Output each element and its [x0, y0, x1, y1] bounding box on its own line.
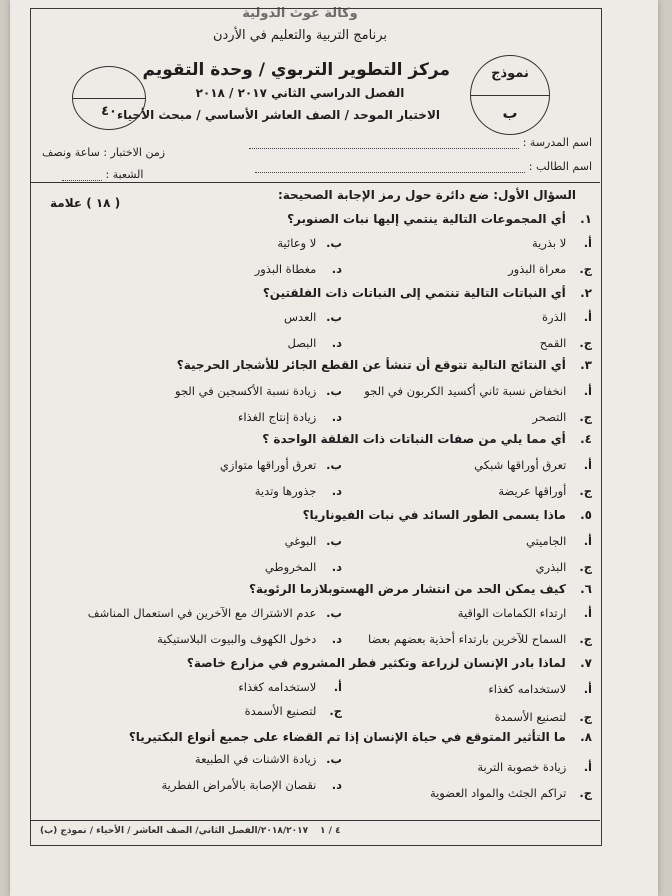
section-field [62, 168, 143, 181]
question: ٥. ماذا يسمى الطور السائد في نبات الفيوناريا؟ [302, 508, 592, 522]
option[interactable]: ج. لتصنيع الأسمدة [494, 710, 592, 724]
option[interactable]: ب. تعرق أوراقها متوازي [219, 458, 342, 472]
school-name-field [249, 136, 592, 149]
school-blank [249, 148, 519, 149]
option[interactable]: أ. زيادة خصوبة التربة [477, 760, 592, 774]
term-title: الفصل الدراسي الثاني ٢٠١٧ / ٢٠١٨ [195, 86, 405, 100]
student-name-field [255, 160, 592, 173]
option[interactable]: ب. لا وعائية [277, 236, 342, 250]
footer-code: ٢٠١٨/٢٠١٧/الفصل الثاني/ الصف العاشر / الأحياء / نموذج (ب) [40, 826, 309, 836]
option[interactable]: ج. أوراقها عريضة [498, 484, 592, 498]
option[interactable]: ج. التصحر [532, 410, 592, 424]
header-divider [30, 182, 600, 183]
option[interactable]: أ. الجاميتي [526, 534, 592, 548]
option[interactable]: د. نقصان الإصابة بالأمراض الفطرية [161, 778, 342, 792]
section-marks: ( ١٨ ) علامة [50, 196, 121, 210]
score-circle [72, 66, 146, 130]
option[interactable]: ب. زيادة الاشنات في الطبيعة [194, 752, 342, 766]
option[interactable]: ج. القمح [539, 336, 592, 350]
option[interactable]: ب. عدم الاشتراك مع الآخرين في استعمال المناشف [87, 606, 342, 620]
option[interactable]: ج. لتصنيع الأسمدة [244, 704, 342, 718]
footer-divider [30, 820, 600, 821]
option[interactable]: أ. لا بذرية [531, 236, 592, 250]
center-title: مركز التطوير التربوي / وحدة التقويم [142, 60, 450, 80]
exam-title: الاختبار الموحد / الصف العاشر الأساسي / مبحث الأحياء [117, 108, 440, 122]
option[interactable]: ج. البذري [535, 560, 592, 574]
model-value: ب [502, 104, 518, 122]
page-number: ٤ / ١ [320, 826, 341, 836]
option[interactable]: د. جذورها وتدية [254, 484, 342, 498]
option[interactable]: ب. زيادة نسبة الأكسجين في الجو [174, 384, 342, 398]
option[interactable]: د. دخول الكهوف والبيوت البلاستيكية [157, 632, 342, 646]
section-label: الشعبة : [105, 168, 144, 181]
time-field: زمن الاختبار : ساعة ونصف [42, 146, 166, 159]
option[interactable]: ج. السماح للآخرين بارتداء أحذية بعضهم بعضا [368, 632, 592, 646]
option[interactable]: أ. لاستخدامه كغذاء [488, 682, 592, 696]
model-circle [470, 55, 550, 135]
option[interactable]: أ. لاستخدامه كغذاء [238, 680, 342, 694]
option[interactable]: ج. معراة البذور [508, 262, 592, 276]
option[interactable]: أ. تعرق أوراقها شبكي [474, 458, 592, 472]
option[interactable]: أ. ارتداء الكمامات الواقية [457, 606, 592, 620]
option[interactable]: ج. تراكم الجثث والمواد العضوية [429, 786, 592, 800]
option[interactable]: أ. الذرة [542, 310, 592, 324]
model-label: نموذج [491, 66, 529, 81]
question: ٦. كيف يمكن الحد من انتشار مرض الهستوبلازما الرئوية؟ [248, 582, 592, 596]
option[interactable]: د. البصل [287, 336, 342, 350]
question: ٨. ما التأثير المتوقع في حياة الإنسان إذا تم القضاء على جميع أنواع البكتيريا؟ [128, 730, 592, 744]
option[interactable]: ب. البوغي [284, 534, 342, 548]
section-blank [62, 180, 102, 181]
question: ١. أي المجموعات التالية ينتمي إليها نبات الصنوبر؟ [287, 212, 592, 226]
question: ٢. أي النباتات التالية تنتمي إلى النباتات ذات الفلقتين؟ [262, 286, 592, 300]
student-blank [255, 172, 525, 173]
student-label: اسم الطالب : [528, 160, 592, 173]
option[interactable]: د. المخروطي [264, 560, 342, 574]
option[interactable]: د. زيادة إنتاج الغذاء [237, 410, 342, 424]
question: ٤. أي مما يلي من صفات النباتات ذات الفلقة الواحدة ؟ [262, 432, 592, 446]
score-total: ٤٠ [101, 104, 117, 119]
option[interactable]: أ. انخفاض نسبة ثاني أكسيد الكربون في الجو [364, 384, 592, 398]
section-title: السؤال الأول: ضع دائرة حول رمز الإجابة الصحيحة: [277, 188, 576, 202]
question: ٣. أي النتائج التالية تتوقع أن تنشأ عن القطع الجائر للأشجار الحرجية؟ [176, 358, 592, 372]
unrwa-seal-text: وكالة غوث الدولية [242, 6, 358, 21]
option[interactable]: ب. العدس [284, 310, 342, 324]
option[interactable]: د. مغطاة البذور [254, 262, 342, 276]
school-label: اسم المدرسة : [522, 136, 592, 149]
question: ٧. لماذا بادر الإنسان لزراعة وتكثير فطر المشروم في مزارع خاصة؟ [186, 656, 592, 670]
program-title: برنامج التربية والتعليم في الأردن [212, 28, 388, 43]
